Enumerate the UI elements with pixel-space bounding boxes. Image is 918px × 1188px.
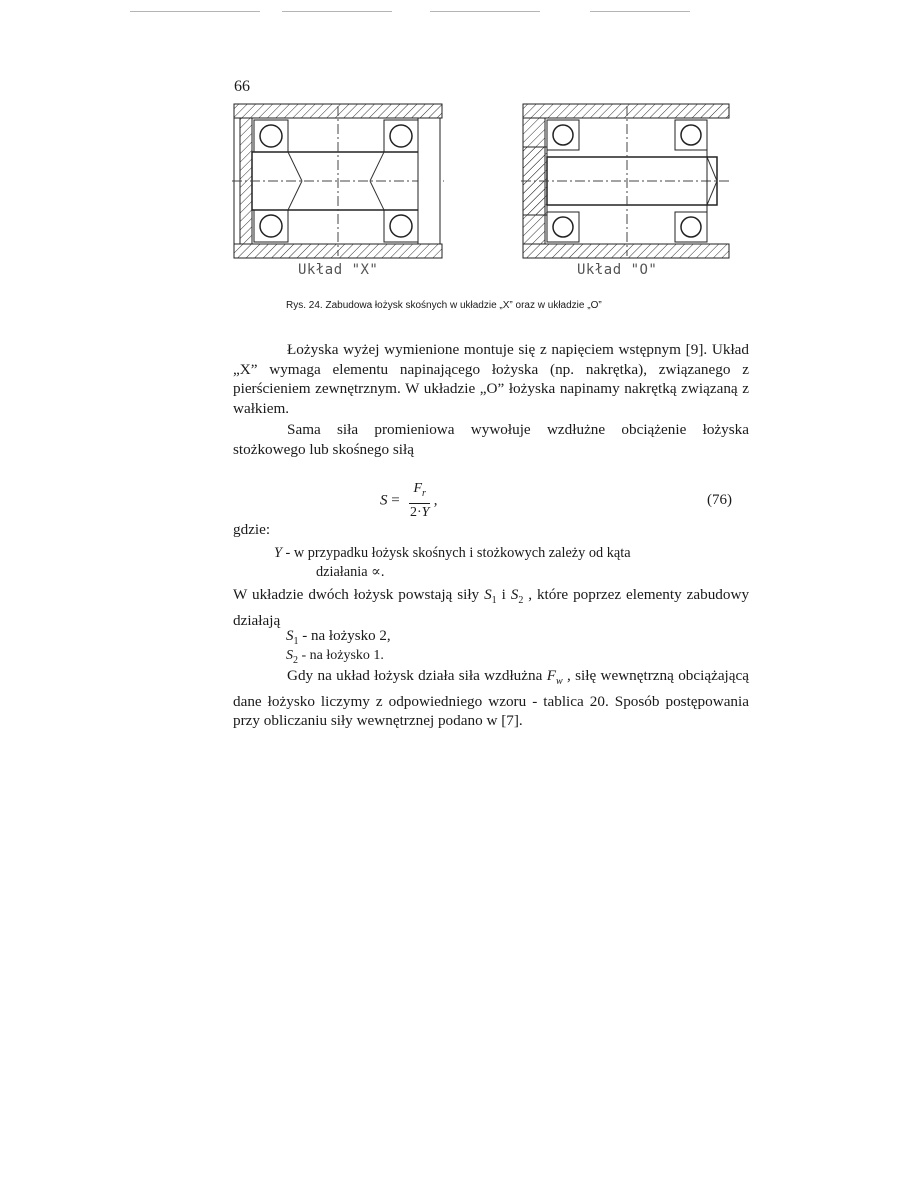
list-item-s1 xyxy=(286,628,391,647)
p3-and: i xyxy=(501,586,506,603)
formula-equals: = xyxy=(391,492,400,509)
list-s1-sub: 1 xyxy=(293,636,299,647)
symbol-fw: F xyxy=(546,667,556,684)
formula-numerator xyxy=(409,480,429,504)
figure-caption: Rys. 24. Zabudowa łożysk skośnych w układzie „X” oraz w układzie „O” xyxy=(286,300,602,311)
p4-start: Gdy na układ łożysk działa siła wzdłużna xyxy=(287,667,543,684)
p3-end: , które poprzez elementy zabudowy działają xyxy=(233,586,750,629)
formula-lhs: S xyxy=(380,492,388,509)
definition-y xyxy=(274,544,749,582)
formula-76 xyxy=(380,480,437,522)
page-number: 66 xyxy=(234,78,250,95)
paragraph-axial-force xyxy=(233,666,749,731)
denominator-var: Y xyxy=(421,504,430,520)
list-s1-text: - na łożysko 2, xyxy=(302,628,391,644)
bearing-x-diagram xyxy=(232,102,444,260)
p4-end: , siłę wewnętrzną obciążającą dane łożysko liczymy z odpowiedniego wzoru - tablica 20. Sposób postępowania przy obliczaniu siły wewnętrznej podano w [7]. xyxy=(233,667,750,730)
numerator-sub: r xyxy=(422,487,426,499)
formula-number: (76) xyxy=(707,492,732,508)
formula-comma: , xyxy=(433,492,438,509)
paragraph-radial-force: Sama siła promieniowa wywołuje wzdłużne obciążenie łożyska stożkowego lub skośnego siłą xyxy=(233,421,749,458)
figure-label-o: Układ "O" xyxy=(577,262,658,278)
symbol-s1: S xyxy=(484,586,492,603)
paragraph-preload: Łożyska wyżej wymienione montuje się z napięciem wstępnym [9]. Układ „X” wymaga elementu napinającego łożyska (np. nakrętka), związanego z pierścieniem zewnętrznym. W układzie „O” łożyska napinamy nakrętką związaną z wałkiem. xyxy=(233,341,749,417)
numerator-var: F xyxy=(413,481,423,496)
bearing-o-diagram xyxy=(521,102,731,260)
definition-y-line1: - w przypadku łożysk skośnych i stożkowych zależy od kąta xyxy=(285,545,631,561)
denominator-const: 2· xyxy=(409,504,422,520)
paragraph-forces xyxy=(233,585,749,630)
list-s2-text: - na łożysko 1. xyxy=(301,648,384,663)
symbol-fw-sub: w xyxy=(555,676,563,688)
scan-artifact-line xyxy=(282,11,392,12)
symbol-s2-sub: 2 xyxy=(518,595,524,607)
formula-denominator xyxy=(409,504,429,522)
symbol-s1-sub: 1 xyxy=(491,595,497,607)
list-s2-sub: 2 xyxy=(293,654,298,666)
scan-artifact-line xyxy=(590,11,690,12)
definition-y-line2: działania ∝. xyxy=(316,564,385,580)
scan-artifact-line xyxy=(130,11,260,12)
symbol-y: Y xyxy=(274,545,282,561)
formula-fraction xyxy=(409,480,429,522)
where-label: gdzie: xyxy=(233,521,271,538)
scan-artifact-line xyxy=(430,11,540,12)
list-s1-symbol: S xyxy=(286,628,294,644)
p3-start: W układzie dwóch łożysk powstają siły xyxy=(233,586,480,603)
list-s2-symbol: S xyxy=(286,648,293,663)
figure-label-x: Układ "X" xyxy=(298,262,379,278)
list-item-s2 xyxy=(286,648,384,666)
symbol-s2: S xyxy=(510,586,519,603)
